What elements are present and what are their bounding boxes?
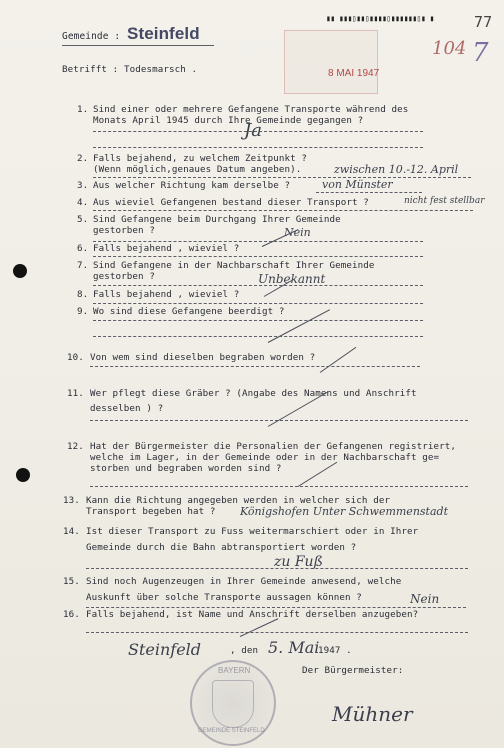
date-handwritten: 5. Mai — [268, 638, 320, 657]
question-text: Transport begeben hat ? — [86, 506, 216, 517]
answer-text: zwischen 10.-12. April — [334, 163, 459, 176]
answer-line — [93, 241, 423, 242]
answer-text: Unbekannt — [258, 272, 326, 286]
punch-hole-bottom — [16, 468, 30, 482]
strike-stroke — [320, 347, 357, 373]
answer-line — [316, 192, 422, 193]
archive-number: 77 — [474, 13, 493, 31]
reference-number-2: 7 — [472, 38, 489, 68]
answer-line — [93, 177, 471, 178]
question-number: 13. — [63, 495, 80, 506]
answer-line — [93, 285, 423, 286]
question-text: Monats April 1945 durch Ihre Gemeinde gegangen ? — [93, 115, 364, 126]
question-number: 4. — [77, 197, 89, 208]
answer-line — [93, 147, 423, 148]
question-text: Kann die Richtung angegeben werden in welcher sich der — [86, 495, 391, 506]
answer-line — [90, 366, 420, 367]
question-text: Wo sind diese Gefangene beerdigt ? — [93, 306, 285, 317]
gemeinde-label: Gemeinde : — [62, 31, 121, 42]
question-number: 2. — [77, 153, 89, 164]
question-text: Sind noch Augenzeugen in Ihrer Gemeinde anwesend, welche — [86, 576, 402, 587]
answer-line — [93, 210, 473, 211]
seal-bottom-text: GEMEINDE STEINFELD — [198, 728, 265, 734]
question-text: Hat der Bürgermeister die Personalien der Gefangenen registriert, — [90, 441, 457, 452]
municipal-seal — [190, 660, 276, 746]
date-year: 1947 . — [318, 645, 352, 656]
betrifft-line: Betrifft : Todesmarsch . — [62, 64, 198, 75]
answer-line — [86, 632, 468, 633]
question-number: 5. — [77, 214, 89, 225]
question-text: Sind Gefangene beim Durchgang Ihrer Gemeinde — [93, 214, 341, 225]
mayor-label: Der Bürgermeister: — [302, 665, 404, 676]
gemeinde-name: Steinfeld — [127, 24, 200, 43]
strike-stroke — [240, 618, 278, 637]
seal-top-text: BAYERN — [218, 666, 251, 675]
question-text: Wer pflegt diese Gräber ? (Angabe des Namens und Anschrift — [90, 388, 417, 399]
question-text: Falls bejahend, ist Name und Anschrift derselben anzugeben? — [86, 609, 419, 620]
strike-stroke — [298, 462, 338, 487]
answer-text: zu Fuß — [274, 554, 323, 570]
question-text: storben und begraben worden sind ? — [90, 463, 282, 474]
stamp-date: 8 MAI 1947 — [328, 68, 380, 79]
question-number: 14. — [63, 526, 80, 537]
answer-line — [93, 320, 423, 321]
mayor-signature: Mühner — [332, 702, 413, 726]
question-text: gestorben ? — [93, 225, 155, 236]
answer-text: von Münster — [322, 178, 393, 191]
question-number: 8. — [77, 289, 89, 300]
question-number: 9. — [77, 306, 89, 317]
answer-text: Nein — [410, 592, 440, 606]
answer-line — [93, 303, 423, 304]
answer-text: Nein — [284, 226, 311, 239]
answer-text: nicht fest stellbar — [404, 196, 485, 206]
answer-line — [90, 420, 468, 421]
question-text: Gemeinde durch die Bahn abtransportiert worden ? — [86, 542, 357, 553]
place-handwritten: Steinfeld — [128, 640, 202, 659]
question-text: Falls bejahend, zu welchem Zeitpunkt ? — [93, 153, 307, 164]
question-text: desselben ) ? — [90, 403, 164, 414]
question-text: Ist dieser Transport zu Fuss weitermarschiert oder in Ihrer — [86, 526, 419, 537]
receipt-stamp — [284, 30, 378, 94]
question-text: Aus welcher Richtung kam derselbe ? — [93, 180, 291, 191]
question-text: (Wenn möglich,genaues Datum angeben). — [93, 164, 302, 175]
seal-crest-icon — [212, 680, 254, 728]
question-text: Falls bejahend , wieviel ? — [93, 243, 240, 254]
question-number: 11. — [67, 388, 84, 399]
punch-hole-top — [13, 264, 27, 278]
question-text: welche im Lager, in der Gemeinde oder in der Nachbarschaft ge= — [90, 452, 440, 463]
question-number: 1. — [77, 104, 89, 115]
question-text: Von wem sind dieselben begraben worden ? — [90, 352, 316, 363]
answer-text: Königshofen Unter Schwemmenstadt — [240, 505, 448, 518]
question-number: 16. — [63, 609, 80, 620]
question-text: Falls bejahend , wieviel ? — [93, 289, 240, 300]
question-text: Auskunft über solche Transporte aussagen können ? — [86, 592, 362, 603]
answer-line — [86, 607, 466, 608]
question-number: 6. — [77, 243, 89, 254]
question-text: Sind einer oder mehrere Gefangene Transporte während des — [93, 104, 409, 115]
answer-line — [90, 486, 468, 487]
question-text: Sind Gefangene in der Nachbarschaft Ihrer Gemeinde — [93, 260, 375, 271]
archive-barcode: ▮▮ ▮▮▮▯▮▮▯▮▮▮▮▯▮▮▮▮▮▮▯▮ ▮ — [326, 14, 434, 23]
question-number: 10. — [67, 352, 84, 363]
question-text: gestorben ? — [93, 271, 155, 282]
question-number: 3. — [77, 180, 89, 191]
question-number: 15. — [63, 576, 80, 587]
answer-text: Ja — [244, 120, 262, 141]
question-text: Aus wieviel Gefangenen bestand dieser Transport ? — [93, 197, 369, 208]
question-number: 7. — [77, 260, 89, 271]
answer-line — [93, 336, 423, 337]
reference-number: 104 — [432, 38, 467, 59]
gemeinde-underline — [62, 45, 214, 46]
date-den-label: , den — [230, 645, 259, 656]
answer-line — [93, 256, 423, 257]
question-number: 12. — [67, 441, 84, 452]
